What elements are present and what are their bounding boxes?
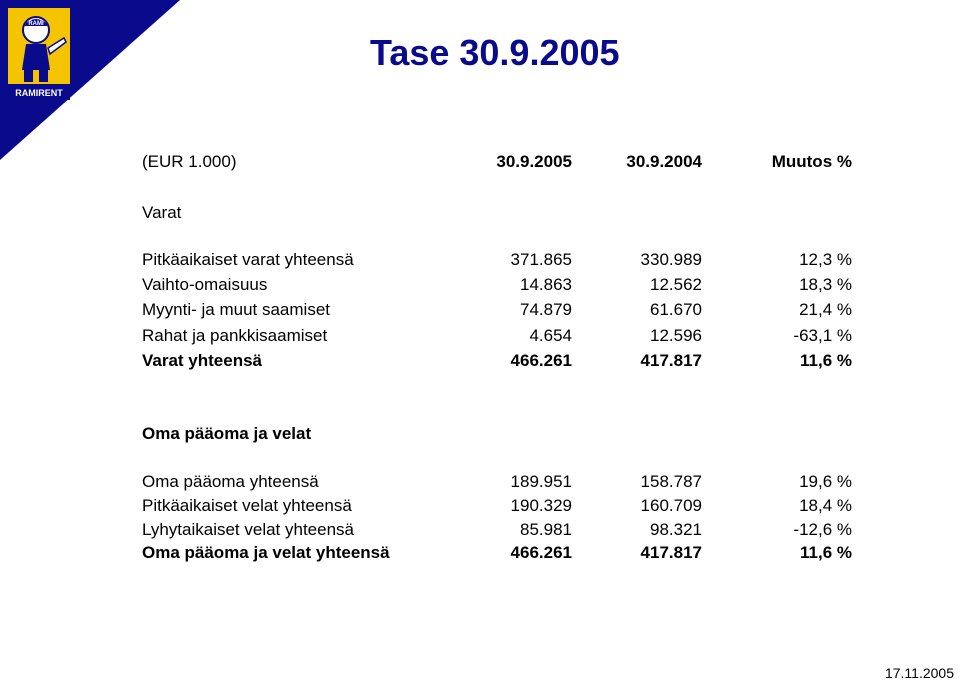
value-2005: 189.951 [510,472,572,491]
value-2004: 158.787 [640,472,702,491]
value-2005: 190.329 [510,496,572,515]
value-change: 12,3 % [799,250,852,269]
row-label: Rahat ja pankkisaamiset [142,326,328,345]
value-2005: 14.863 [520,275,572,294]
table-header [0,152,960,174]
value-2004: 417.817 [640,351,702,370]
value-2005: 466.261 [510,351,572,370]
table-row [0,326,960,348]
logo-mascot-text: RAMI [28,21,44,27]
currency-label: (EUR 1.000) [142,152,237,171]
table-row [0,472,960,494]
value-change: 18,3 % [799,275,852,294]
table-row [0,496,960,518]
row-label: Lyhytaikaiset velat yhteensä [142,520,354,539]
value-2004: 98.321 [650,520,702,539]
row-label: Vaihto-omaisuus [142,275,268,294]
page-title: Tase 30.9.2005 [370,32,620,73]
value-2005: 371.865 [510,250,572,269]
value-2005: 466.261 [510,543,572,562]
column-header-change: Muutos % [771,152,852,171]
table-row-total [0,543,960,565]
logo-text: RAMIRENT [15,88,63,98]
value-2004: 61.670 [650,300,702,319]
value-change: 21,4 % [799,300,852,319]
table-row [0,300,960,322]
value-change: -63,1 % [793,326,852,345]
row-label: Varat yhteensä [142,351,263,370]
value-2004: 12.596 [650,326,702,345]
value-2005: 74.879 [520,300,572,319]
row-label: Pitkäaikaiset varat yhteensä [142,250,354,269]
value-change: 11,6 % [800,351,852,370]
value-change: 11,6 % [800,543,852,562]
row-label: Oma pääoma ja velat yhteensä [142,543,390,562]
footer-date: 17.11.2005 [884,665,954,681]
value-2004: 330.989 [640,250,702,269]
value-2005: 4.654 [529,326,572,345]
row-label: Myynti- ja muut saamiset [142,300,330,319]
ramirent-logo [8,8,70,100]
value-2004: 12.562 [650,275,702,294]
table-row [0,520,960,542]
table-row [0,250,960,272]
table-row [0,275,960,297]
section-title: Varat [142,203,182,222]
value-change: 19,6 % [799,472,852,491]
value-change: 18,4 % [799,496,852,515]
section-title: Oma pääoma ja velat [142,424,312,443]
row-label: Oma pääoma yhteensä [142,472,319,491]
column-header-2004: 30.9.2004 [626,152,702,171]
section-title-liabilities [0,424,960,446]
value-2005: 85.981 [520,520,572,539]
section-title-assets [0,203,960,225]
table-row-total [0,351,960,373]
value-2004: 417.817 [640,543,702,562]
column-header-2005: 30.9.2005 [496,152,572,171]
value-2004: 160.709 [640,496,702,515]
value-change: -12,6 % [793,520,852,539]
row-label: Pitkäaikaiset velat yhteensä [142,496,352,515]
